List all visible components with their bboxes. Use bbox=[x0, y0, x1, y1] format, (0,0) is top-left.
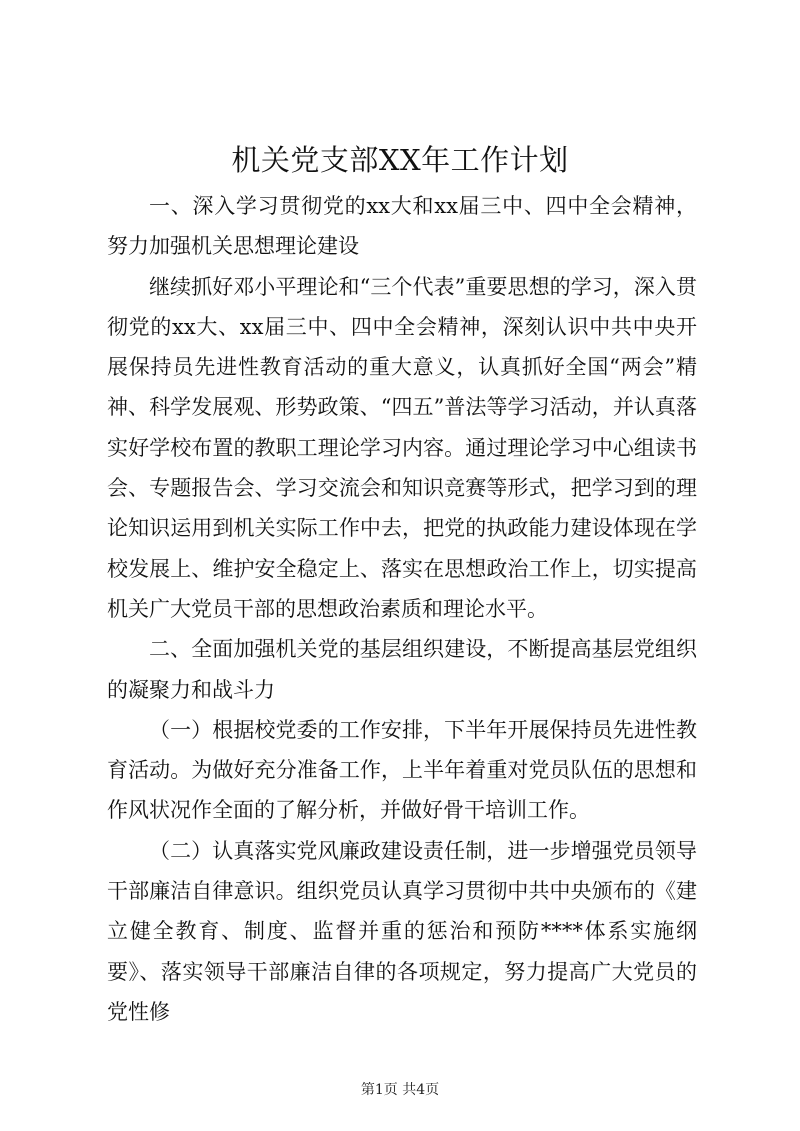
body-paragraph-1: 继续抓好邓小平理论和“三个代表”重要思想的学习，深入贯彻党的xx大、xx届三中、四中全会精神，深刻认识中共中央开展保持员先进性教育活动的重大意义，认真抓好全国“两会”精神、科学发展观、形势政策、“四五”普法等学习活动，并认真落实好学校布置的教职工理论学习内容。通过理论学习中心组读书会、专题报告会、学习交流会和知识竞赛等形式，把学习到的理论知识运用到机关实际工作中去，把党的执政能力建设体现在学校发展上、维护安全稳定上、落实在思想政治工作上，切实提高机关广大党员干部的思想政治素质和理论水平。 bbox=[107, 274, 697, 621]
body-paragraph-3: （二）认真落实党风廉政建设责任制，进一步增强党员领导干部廉洁自律意识。组织党员认真学习贯彻中共中央颁布的《建立健全教育、制度、监督并重的惩治和预防****体系实施纲要》、落实领导干部廉洁自律的各项规定，努力提高广大党员的党性修 bbox=[107, 838, 697, 1024]
page-footer: 第1页 共4页 bbox=[360, 1082, 440, 1098]
body-paragraph-2: （一）根据校党委的工作安排，下半年开展保持员先进性教育活动。为做好充分准备工作，上半年着重对党员队伍的思想和作风状况作全面的了解分析，并做好骨干培训工作。 bbox=[107, 717, 697, 823]
section-heading-2: 二、全面加强机关党的基层组织建设，不断提高基层党组织的凝聚力和战斗力 bbox=[107, 637, 697, 702]
section-heading-1: 一、深入学习贯彻党的xx大和xx届三中、四中全会精神，努力加强机关思想理论建设 bbox=[107, 194, 697, 259]
document-body bbox=[107, 186, 697, 1032]
document-title: 机关党支部XX年工作计划 bbox=[231, 143, 569, 177]
